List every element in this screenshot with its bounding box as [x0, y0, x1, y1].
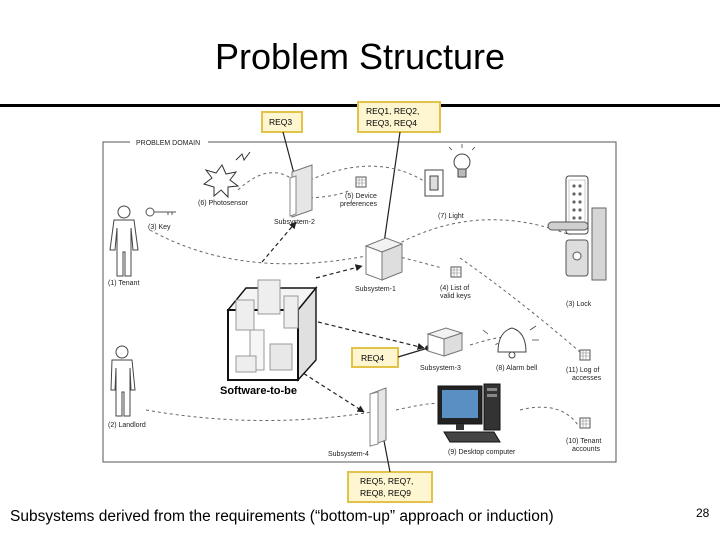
tenant-accounts-label-1: (10) Tenant — [566, 438, 602, 445]
valid-keys-label-2: valid keys — [440, 293, 471, 300]
page-number: 28 — [696, 506, 710, 520]
subsystem-4-box — [370, 388, 386, 446]
software-to-be-label: Software-to-be — [220, 385, 297, 397]
subsystem-2-label: Subsystem-2 — [274, 219, 315, 226]
tenant-figure — [110, 206, 138, 276]
device-preferences-label-1: (5) Device — [345, 193, 377, 200]
tenant-accounts-icon — [580, 418, 590, 428]
req4-text: REQ4 — [361, 353, 385, 363]
device-preferences-label-2: preferences — [340, 201, 377, 208]
desktop-computer-label: (9) Desktop computer — [448, 449, 516, 456]
photosensor-label: (6) Photosensor — [198, 200, 248, 207]
req1-4-text-line1: REQ1, REQ2, — [366, 106, 420, 116]
lock-label: (3) Lock — [566, 301, 592, 308]
slide-caption: Subsystems derived from the requirements (“bottom-up” approach or induction) — [10, 508, 554, 525]
tenant-accounts-label-2: accounts — [572, 446, 601, 453]
alarm-bell-label: (8) Alarm bell — [496, 365, 538, 372]
door-lock-icon — [548, 176, 606, 280]
photosensor-icon — [204, 152, 250, 197]
subsystem-3-box — [428, 328, 462, 356]
subsystem-2-box — [290, 165, 312, 217]
landlord-label: (2) Landlord — [108, 422, 146, 429]
key-label: (3) Key — [148, 224, 171, 231]
software-to-be-box — [228, 280, 316, 380]
problem-domain-label: PROBLEM DOMAIN — [136, 140, 201, 147]
valid-keys-icon — [451, 267, 461, 277]
key-icon — [146, 208, 176, 216]
tenant-label: (1) Tenant — [108, 280, 140, 287]
req5-9-text-line2: REQ8, REQ9 — [360, 488, 412, 498]
landlord-figure — [111, 346, 135, 416]
light-bulb-icon — [449, 144, 475, 177]
subsystem-3-label: Subsystem-3 — [420, 365, 461, 372]
log-label-2: accesses — [572, 375, 602, 382]
log-label-1: (11) Log of — [566, 367, 600, 374]
slide-title: Problem Structure — [214, 36, 506, 77]
req1-4-text-line2: REQ3, REQ4 — [366, 118, 418, 128]
desktop-computer-icon — [438, 384, 500, 442]
alarm-bell-icon — [483, 326, 539, 358]
subsystem-4-label: Subsystem-4 — [328, 451, 369, 458]
light-label: (7) Light — [438, 213, 464, 220]
log-of-accesses-icon — [580, 350, 590, 360]
light-switch-icon — [425, 170, 443, 196]
subsystem-1-label: Subsystem-1 — [355, 286, 396, 293]
problem-domain-frame — [103, 142, 616, 462]
subsystem-1-box — [366, 238, 402, 280]
device-preferences-icon — [356, 177, 366, 187]
req3-text: REQ3 — [269, 117, 293, 127]
valid-keys-label-1: (4) List of — [440, 285, 470, 292]
req5-9-text-line1: REQ5, REQ7, — [360, 476, 414, 486]
